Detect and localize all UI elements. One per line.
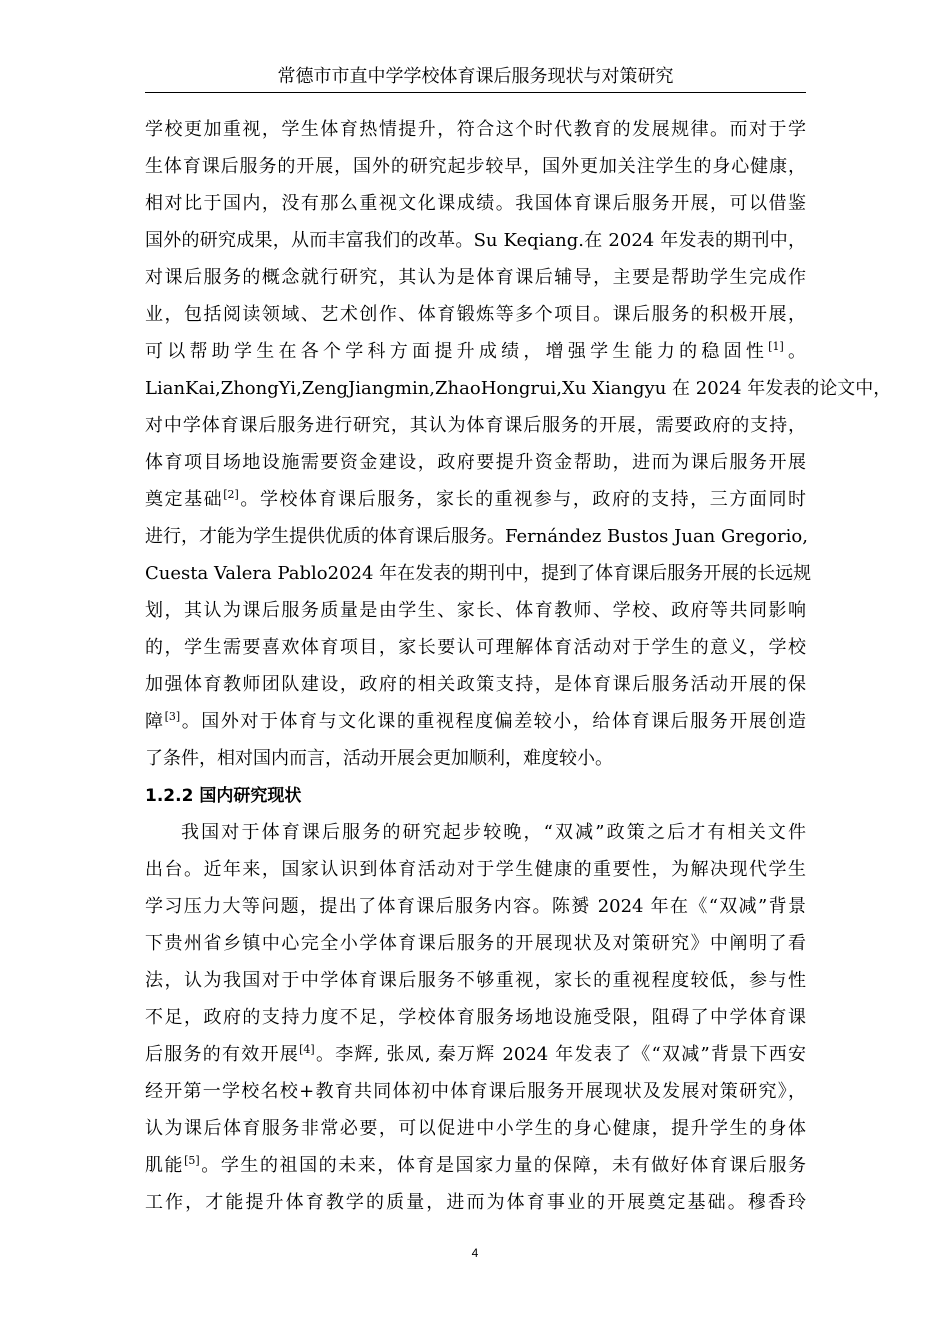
text-line — [145, 486, 806, 514]
text-segment: 可以帮助学生在各个学科方面提升成绩，增强学生能力的稳固性 — [145, 341, 769, 362]
section-heading: 1.2.2 国内研究现状 — [145, 786, 302, 806]
citation-ref: [1] — [768, 340, 784, 353]
text-line: 对课后服务的概念就行研究，其认为是体育课后辅导，主要是帮助学生完成作 — [145, 267, 806, 288]
text-segment: 。国外对于体育与文化课的重视程度偏差较小，给体育课后服务开展创造 — [180, 711, 807, 732]
page-number: 4 — [471, 1246, 479, 1260]
text-line: 出台。近年来，国家认识到体育活动对于学生健康的重要性，为解决现代学生 — [145, 859, 806, 880]
citation-ref: [2] — [223, 488, 239, 501]
citation-ref: [4] — [299, 1043, 315, 1056]
text-line: 了条件，相对国内而言，活动开展会更加顺利，难度较小。 — [145, 748, 613, 769]
text-line: Cuesta Valera Pablo2024 年在发表的期刊中，提到了体育课后服务开展的长远规 — [145, 563, 812, 584]
text-line — [145, 1152, 806, 1180]
text-line: 学习压力大等问题，提出了体育课后服务内容。陈赟 2024 年在《“双减”背景 — [145, 896, 806, 917]
text-line: 认为课后体育服务非常必要，可以促进中小学生的身心健康，提升学生的身体 — [145, 1118, 806, 1139]
citation-ref: [5] — [184, 1154, 200, 1167]
text-line: 下贵州省乡镇中心完全小学体育课后服务的开展现状及对策研究》中阐明了看 — [145, 933, 806, 954]
text-line: 加强体育教师团队建设，政府的相关政策支持，是体育课后服务活动开展的保 — [145, 674, 806, 695]
text-line: 划，其认为课后服务质量是由学生、家长、体育教师、学校、政府等共同影响 — [145, 600, 806, 621]
text-line: 进行，才能为学生提供优质的体育课后服务。Fernández Bustos Juan Gregorio, — [145, 526, 808, 547]
text-line: 学校更加重视，学生体育热情提升，符合这个时代教育的发展规律。而对于学 — [145, 119, 806, 140]
text-line: 对中学体育课后服务进行研究，其认为体育课后服务的开展，需要政府的支持， — [145, 415, 806, 436]
text-line: 不足，政府的支持力度不足，学校体育服务场地设施受限，阻碍了中学体育课 — [145, 1007, 806, 1028]
text-line: 国外的研究成果，从而丰富我们的改革。Su Keqiang.在 2024 年发表的期刊中， — [145, 230, 806, 251]
text-line — [145, 708, 806, 736]
text-segment: 。李辉, 张凤, 秦万辉 2024 年发表了《“双减”背景下西安 — [314, 1044, 807, 1065]
text-line: 体育项目场地设施需要资金建设，政府要提升资金帮助，进而为课后服务开展 — [145, 452, 806, 473]
citation-ref: [3] — [164, 710, 181, 723]
text-line — [145, 1041, 806, 1069]
text-segment: 后服务的有效开展 — [145, 1044, 300, 1065]
text-line — [145, 338, 806, 366]
text-line: 生体育课后服务的开展，国外的研究起步较早，国外更加关注学生的身心健康， — [145, 156, 806, 177]
running-header: 常德市市直中学学校体育课后服务现状与对策研究 — [145, 64, 806, 93]
text-segment: 肌能 — [145, 1155, 185, 1176]
text-line: 工作，才能提升体育教学的质量，进而为体育事业的开展奠定基础。穆香玲 — [145, 1192, 806, 1213]
text-segment: 。 — [783, 341, 807, 362]
text-line: 的，学生需要喜欢体育项目，家长要认可理解体育活动对于学生的意义，学校 — [145, 637, 806, 658]
text-segment: 。学生的祖国的未来，体育是国家力量的保障，未有做好体育课后服务 — [199, 1155, 807, 1176]
text-line: LianKai,ZhongYi,ZengJiangmin,ZhaoHongrui,Xu Xiangyu 在 2024 年发表的论文中， — [145, 378, 892, 399]
text-line: 业，包括阅读领域、艺术创作、体育锻炼等多个项目。课后服务的积极开展， — [145, 304, 806, 325]
text-segment: 奠定基础 — [145, 489, 224, 510]
text-line: 我国对于体育课后服务的研究起步较晚，“双减”政策之后才有相关文件 — [181, 822, 806, 843]
text-line: 法，认为我国对于中学体育课后服务不够重视，家长的重视程度较低，参与性 — [145, 970, 806, 991]
text-segment: 。学校体育课后服务，家长的重视参与，政府的支持，三方面同时 — [238, 489, 807, 510]
text-line: 相对比于国内，没有那么重视文化课成绩。我国体育课后服务开展，可以借鉴 — [145, 193, 806, 214]
text-segment: 障 — [145, 711, 165, 732]
text-line: 经开第一学校名校+教育共同体初中体育课后服务开展现状及发展对策研究》， — [145, 1081, 806, 1102]
